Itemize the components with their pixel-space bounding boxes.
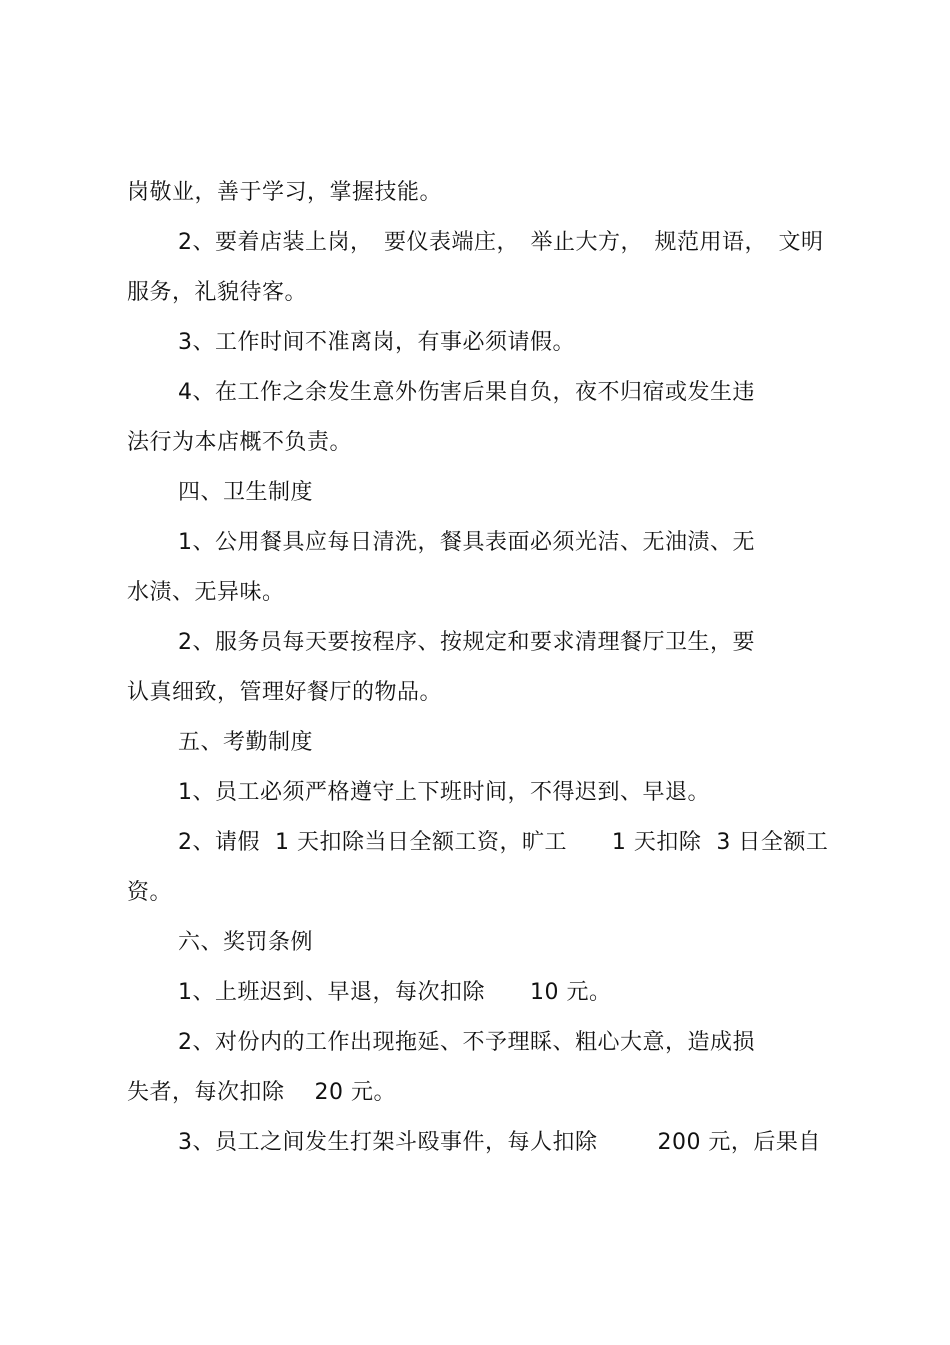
text-line: 岗敬业，善于学习，掌握技能。: [127, 180, 443, 205]
section-heading: 四、卫生制度: [178, 480, 314, 505]
text-line: 2、对份内的工作出现拖延、不予理睬、粗心大意，造成损: [178, 1030, 755, 1055]
text-line: 3、员工之间发生打架斗殴事件，每人扣除 200 元，后果自: [178, 1130, 821, 1155]
text-line: 法行为本店概不负责。: [127, 430, 353, 455]
text-line: 3、工作时间不准离岗，有事必须请假。: [178, 330, 575, 355]
text-line: 1、员工必须严格遵守上下班时间，不得迟到、早退。: [178, 780, 710, 805]
text-line: 水渍、无异味。: [127, 580, 285, 605]
text-line: 失者，每次扣除 20 元。: [127, 1080, 396, 1105]
section-heading: 五、考勤制度: [178, 730, 314, 755]
text-line: 服务，礼貌待客。: [127, 280, 308, 305]
section-heading: 六、奖罚条例: [178, 930, 314, 955]
text-line: 1、上班迟到、早退，每次扣除 10 元。: [178, 980, 612, 1005]
text-line: 2、要着店装上岗， 要仪表端庄， 举止大方， 规范用语， 文明: [178, 230, 824, 255]
text-line: 资。: [127, 880, 173, 905]
text-line: 4、在工作之余发生意外伤害后果自负，夜不归宿或发生违: [178, 380, 755, 405]
text-line: 2、请假 1 天扣除当日全额工资，旷工 1 天扣除 3 日全额工: [178, 830, 829, 855]
text-line: 2、服务员每天要按程序、按规定和要求清理餐厅卫生，要: [178, 630, 755, 655]
text-line: 认真细致，管理好餐厅的物品。: [127, 680, 443, 705]
text-line: 1、公用餐具应每日清洗，餐具表面必须光洁、无油渍、无: [178, 530, 755, 555]
